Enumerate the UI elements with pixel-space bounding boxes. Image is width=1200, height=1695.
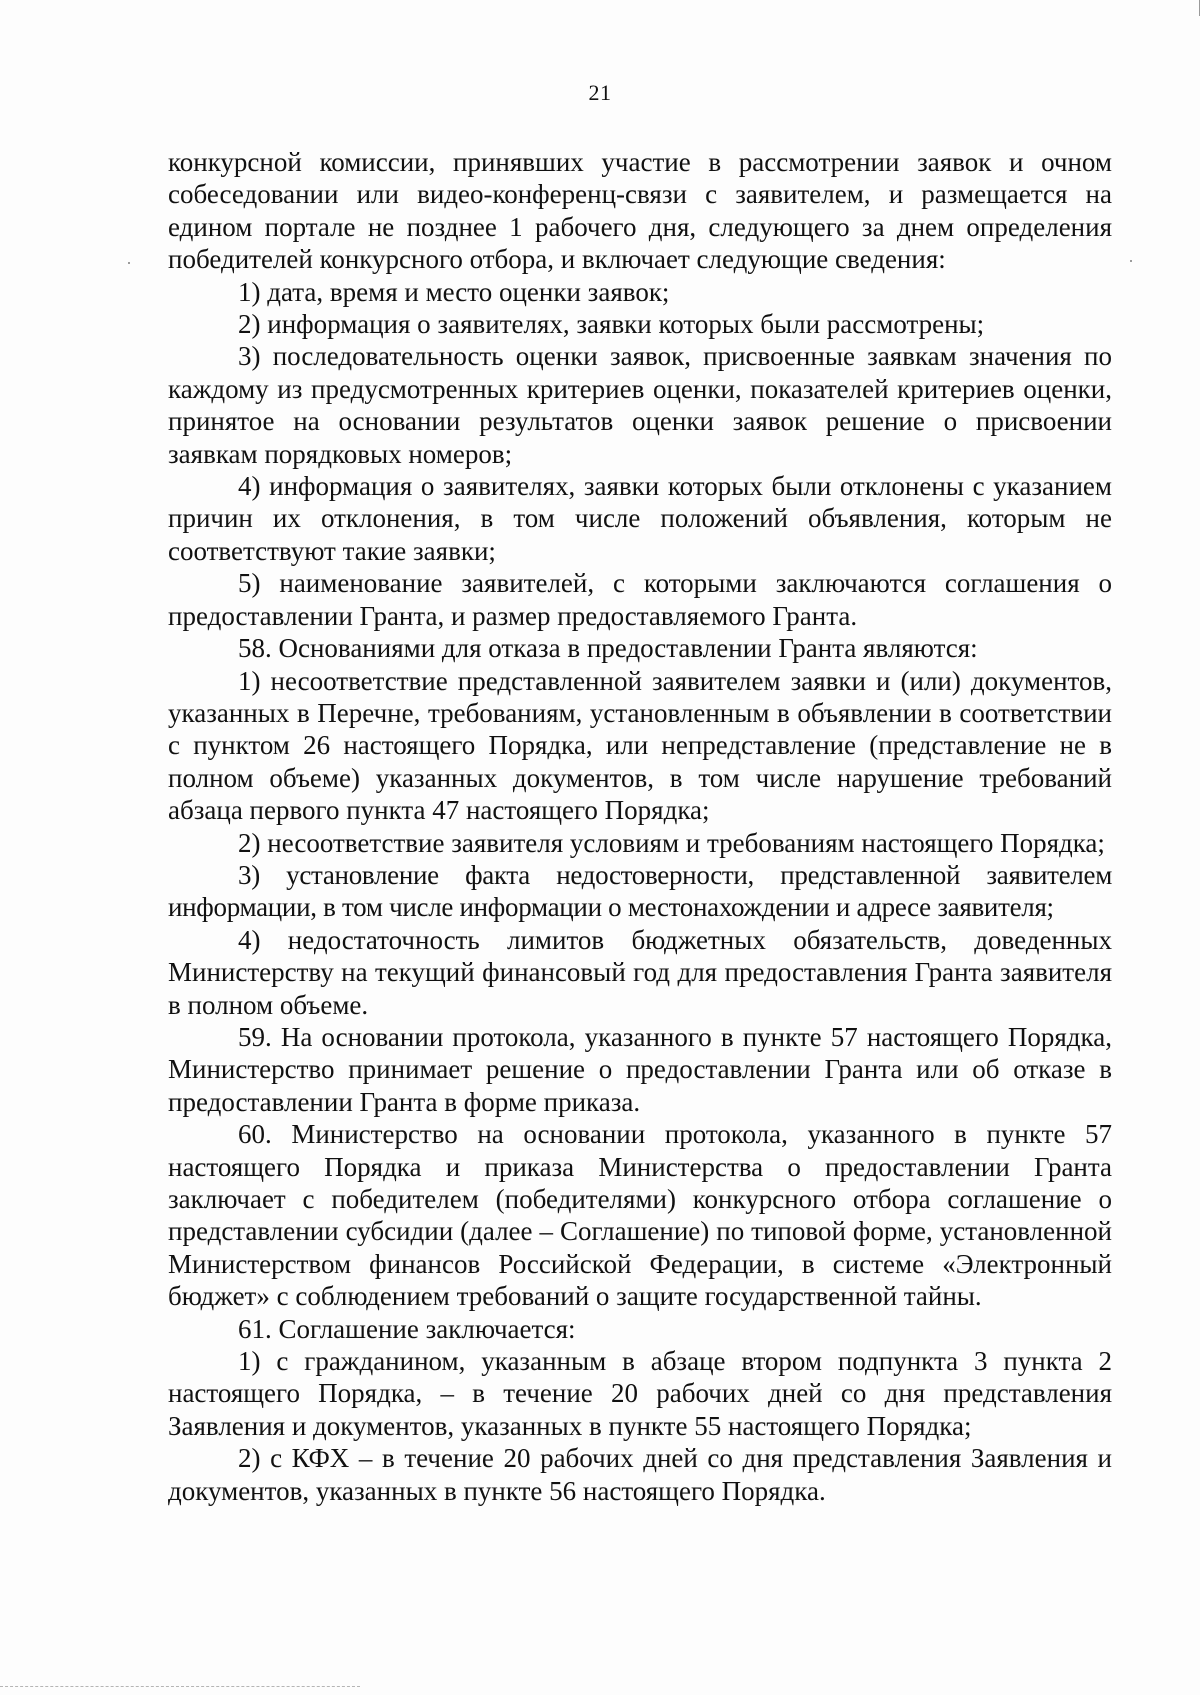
clause-58: 58. Основаниями для отказа в предоставлении Гранта являются: (238, 633, 978, 664)
list-item: 3) последовательность оценки заявок, присвоенные заявкам значения по каждому из предусмотренных критериев оценки, показателей критериев оценки, принятое на основании результатов оценки заявок решение о присвоении заявкам порядковых номеров; (168, 341, 1112, 469)
list-item: 2) с КФХ – в течение 20 рабочих дней со дня представления Заявления и документов, указанных в пункте 56 настоящего Порядка. (168, 1443, 1112, 1506)
list-item: 5) наименование заявителей, с которыми заключаются соглашения о предоставлении Гранта, и размер предоставляемого Гранта. (168, 568, 1112, 631)
list-item: 4) недостаточность лимитов бюджетных обязательств, доведенных Министерству на текущий финансовый год для предоставления Гранта заявителя в полном объеме. (168, 924, 1112, 1020)
list-item: 2) несоответствие заявителя условиям и требованиям настоящего Порядка; (238, 827, 1105, 858)
scan-speck (1130, 260, 1132, 262)
list-item: 2) информация о заявителях, заявки которых были рассмотрены; (238, 309, 985, 340)
page-number: 21 (588, 80, 612, 105)
list-item: 1) с гражданином, указанным в абзаце втором подпункта 3 пункта 2 настоящего Порядка, – в течение 20 рабочих дней со дня представления Заявления и документов, указанных в пункте 55 настоящего Порядка; (168, 1346, 1112, 1441)
scan-edge-mark-bottom (0, 1685, 360, 1687)
clause-59: 59. На основании протокола, указанного в пункте 57 настоящего Порядка, Министерство принимает решение о предоставлении Гранта или об отказе в предоставлении Гранта в форме приказа. (168, 1021, 1112, 1117)
list-item: 3) установление факта недостоверности, представленной заявителем информации, в том числе информации о местонахождении и адресе заявителя; (168, 859, 1112, 923)
document-body (168, 146, 1112, 1507)
list-item: 1) несоответствие представленной заявителем заявки и (или) документов, указанных в Перечне, требованиям, установленным в объявлении в соответствии с пунктом 26 настоящего Порядка, или непредставление (представление не в полном объеме) указанных документов, в том числе нарушение требований абзаца первого пункта 47 настоящего Порядка; (168, 665, 1112, 826)
scan-speck (128, 262, 130, 264)
clause-61: 61. Соглашение заключается: (238, 1313, 576, 1344)
paragraph-continuation: конкурсной комиссии, принявших участие в рассмотрении заявок и очном собеседовании или видео-конференц-связи с заявителем, и размещается на едином портале не позднее 1 рабочего дня, следующего за днем определения победителей конкурсного отбора, и включает следующие сведения: (168, 147, 1112, 275)
list-item: 4) информация о заявителях, заявки которых были отклонены с указанием причин их отклонения, в том числе положений объявления, которым не соответствуют такие заявки; (168, 471, 1112, 566)
clause-60: 60. Министерство на основании протокола, указанного в пункте 57 настоящего Порядка и приказа Министерства о предоставлении Гранта заключает с победителем (победителями) конкурсного отбора соглашение о представлении субсидии (далее – Соглашение) по типовой форме, установленной Министерством финансов Российской Федерации, в системе «Электронный бюджет» с соблюдением требований о защите государственной тайны. (168, 1119, 1112, 1312)
list-item: 1) дата, время и место оценки заявок; (238, 276, 670, 307)
